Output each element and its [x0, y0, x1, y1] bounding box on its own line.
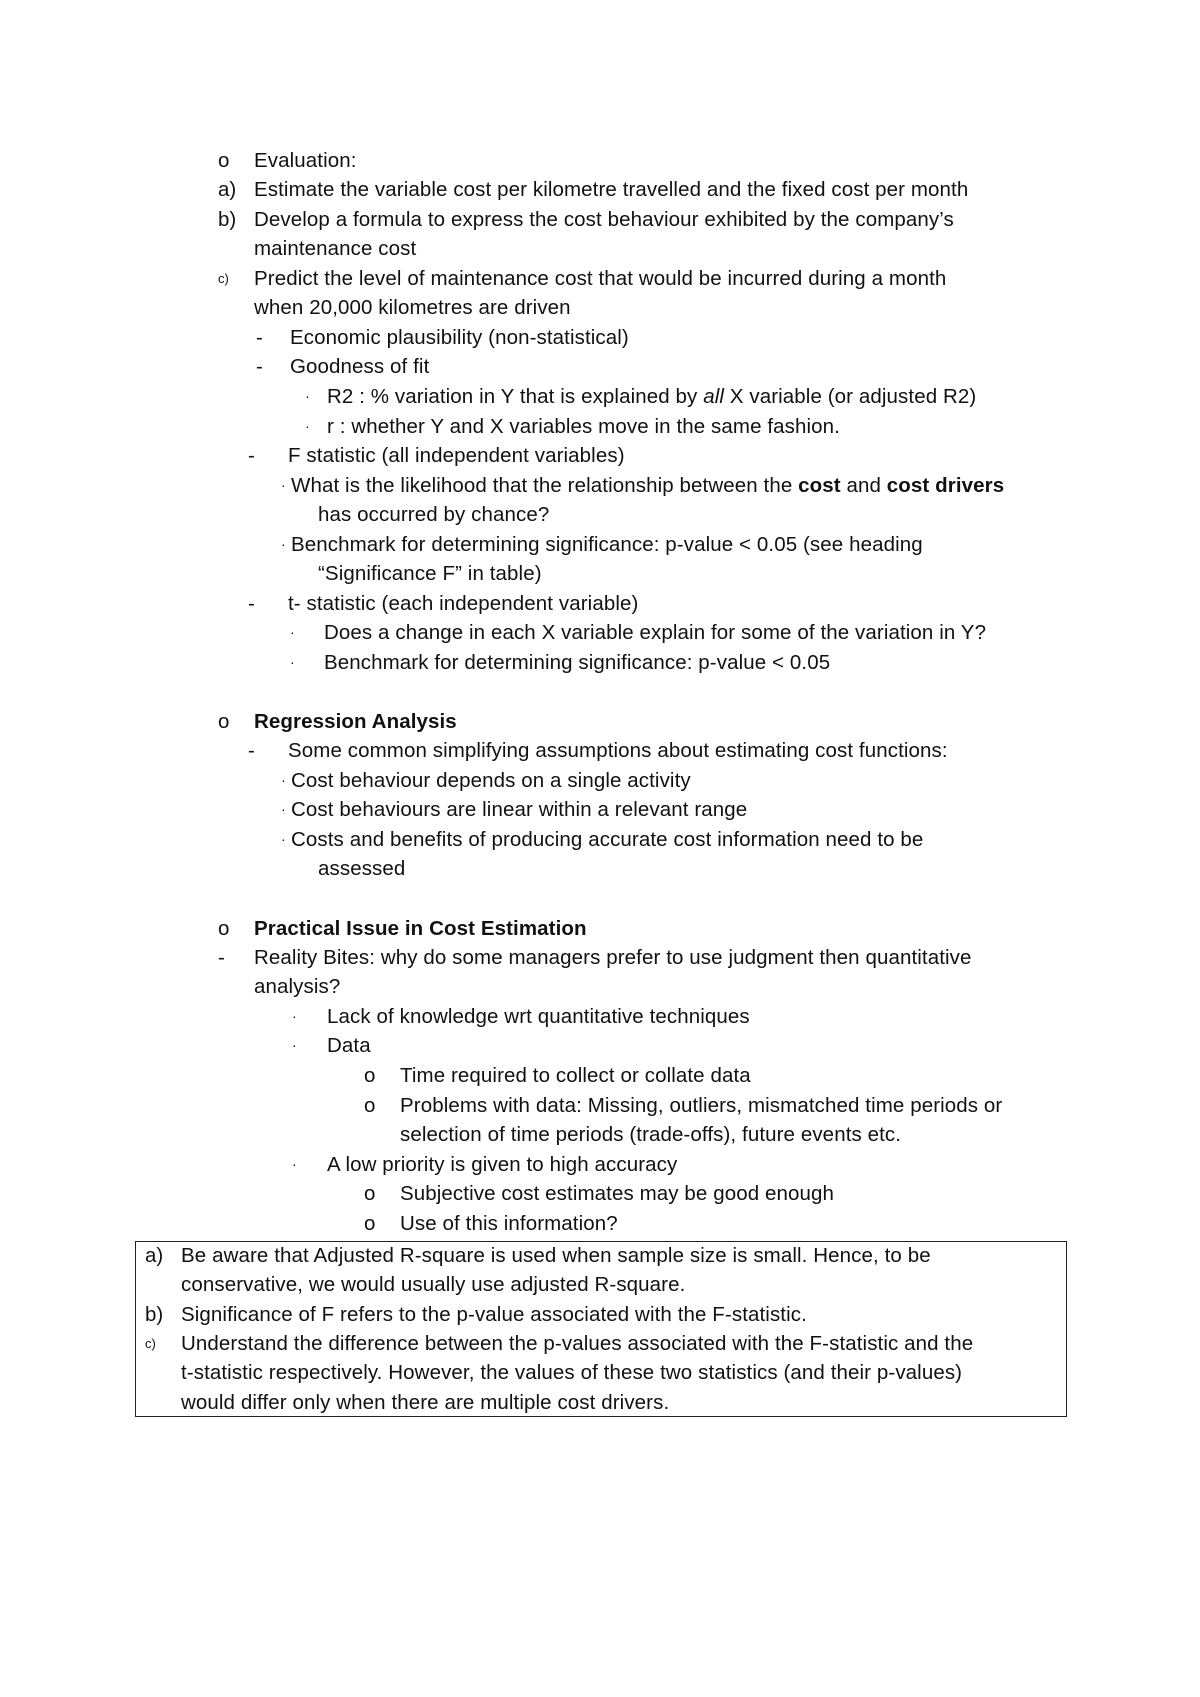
- list-item: Use of this information?: [400, 1212, 618, 1235]
- bullet-marker: o: [364, 1064, 376, 1087]
- list-item: Problems with data: Missing, outliers, mismatched time periods or: [400, 1094, 1003, 1117]
- list-item-continuation: analysis?: [254, 975, 341, 998]
- dot-marker: ·: [281, 477, 286, 493]
- list-item: Subjective cost estimates may be good enough: [400, 1182, 835, 1205]
- note-item-continuation: would differ only when there are multiple cost drivers.: [181, 1391, 670, 1414]
- dot-marker: ·: [281, 831, 286, 847]
- list-item: Develop a formula to express the cost behaviour exhibited by the company’s: [254, 208, 954, 231]
- dash-marker: -: [248, 444, 255, 467]
- note-item: Be aware that Adjusted R-square is used when sample size is small. Hence, to be: [181, 1244, 931, 1267]
- list-item: r : whether Y and X variables move in the same fashion.: [327, 415, 840, 438]
- list-marker: c): [218, 271, 229, 286]
- list-item: R2 : % variation in Y that is explained by all X variable (or adjusted R2): [327, 385, 977, 408]
- dash-marker: -: [256, 355, 263, 378]
- bullet-marker: o: [364, 1212, 376, 1235]
- list-item: A low priority is given to high accuracy: [327, 1153, 678, 1176]
- evaluation-heading: Evaluation:: [254, 149, 357, 172]
- list-item: Estimate the variable cost per kilometre travelled and the fixed cost per month: [254, 178, 969, 201]
- regression-analysis-heading: Regression Analysis: [254, 710, 457, 733]
- note-item-continuation: t-statistic respectively. However, the values of these two statistics (and their p-values): [181, 1361, 963, 1384]
- list-item: Cost behaviour depends on a single activity: [291, 769, 691, 792]
- dash-marker: -: [256, 326, 263, 349]
- list-item-continuation: has occurred by chance?: [318, 503, 550, 526]
- dot-marker: ·: [290, 624, 295, 640]
- list-item: Benchmark for determining significance: p-value < 0.05 (see heading: [291, 533, 923, 556]
- list-item: Lack of knowledge wrt quantitative techniques: [327, 1005, 750, 1028]
- list-item-continuation: “Significance F” in table): [318, 562, 542, 585]
- list-item: F statistic (all independent variables): [288, 444, 625, 467]
- note-item-continuation: conservative, we would usually use adjusted R-square.: [181, 1273, 686, 1296]
- list-marker: b): [145, 1303, 164, 1326]
- bullet-marker: o: [218, 710, 230, 733]
- list-marker: b): [218, 208, 237, 231]
- note-item: Understand the difference between the p-values associated with the F-statistic and the: [181, 1332, 974, 1355]
- dot-marker: ·: [281, 772, 286, 788]
- bullet-marker: o: [218, 917, 230, 940]
- dot-marker: ·: [281, 801, 286, 817]
- list-item: Reality Bites: why do some managers prefer to use judgment then quantitative: [254, 946, 972, 969]
- list-item: Cost behaviours are linear within a relevant range: [291, 798, 748, 821]
- note-item: Significance of F refers to the p-value associated with the F-statistic.: [181, 1303, 807, 1326]
- list-item-continuation: when 20,000 kilometres are driven: [254, 296, 571, 319]
- dot-marker: ·: [292, 1156, 297, 1172]
- list-item: Time required to collect or collate data: [400, 1064, 751, 1087]
- list-item: Goodness of fit: [290, 355, 430, 378]
- list-item-continuation: assessed: [318, 857, 406, 880]
- list-item: Costs and benefits of producing accurate cost information need to be: [291, 828, 924, 851]
- list-item: Data: [327, 1034, 371, 1057]
- bullet-marker: o: [218, 149, 230, 172]
- list-item: Economic plausibility (non-statistical): [290, 326, 629, 349]
- dot-marker: ·: [292, 1037, 297, 1053]
- bullet-marker: o: [364, 1094, 376, 1117]
- list-marker: c): [145, 1336, 156, 1351]
- dot-marker: ·: [305, 388, 310, 404]
- list-marker: a): [218, 178, 237, 201]
- dot-marker: ·: [305, 418, 310, 434]
- list-item: Predict the level of maintenance cost that would be incurred during a month: [254, 267, 947, 290]
- dot-marker: ·: [292, 1008, 297, 1024]
- practical-issue-heading: Practical Issue in Cost Estimation: [254, 917, 587, 940]
- list-item-continuation: maintenance cost: [254, 237, 417, 260]
- list-item-continuation: selection of time periods (trade-offs), future events etc.: [400, 1123, 902, 1146]
- list-item: Does a change in each X variable explain for some of the variation in Y?: [324, 621, 987, 644]
- bullet-marker: o: [364, 1182, 376, 1205]
- dash-marker: -: [218, 946, 225, 969]
- list-item: What is the likelihood that the relationship between the cost and cost drivers: [291, 474, 1005, 497]
- list-item: t- statistic (each independent variable): [288, 592, 639, 615]
- dot-marker: ·: [281, 536, 286, 552]
- dash-marker: -: [248, 739, 255, 762]
- dash-marker: -: [248, 592, 255, 615]
- list-item: Benchmark for determining significance: p-value < 0.05: [324, 651, 831, 674]
- list-marker: a): [145, 1244, 164, 1267]
- dot-marker: ·: [290, 654, 295, 670]
- list-item: Some common simplifying assumptions about estimating cost functions:: [288, 739, 948, 762]
